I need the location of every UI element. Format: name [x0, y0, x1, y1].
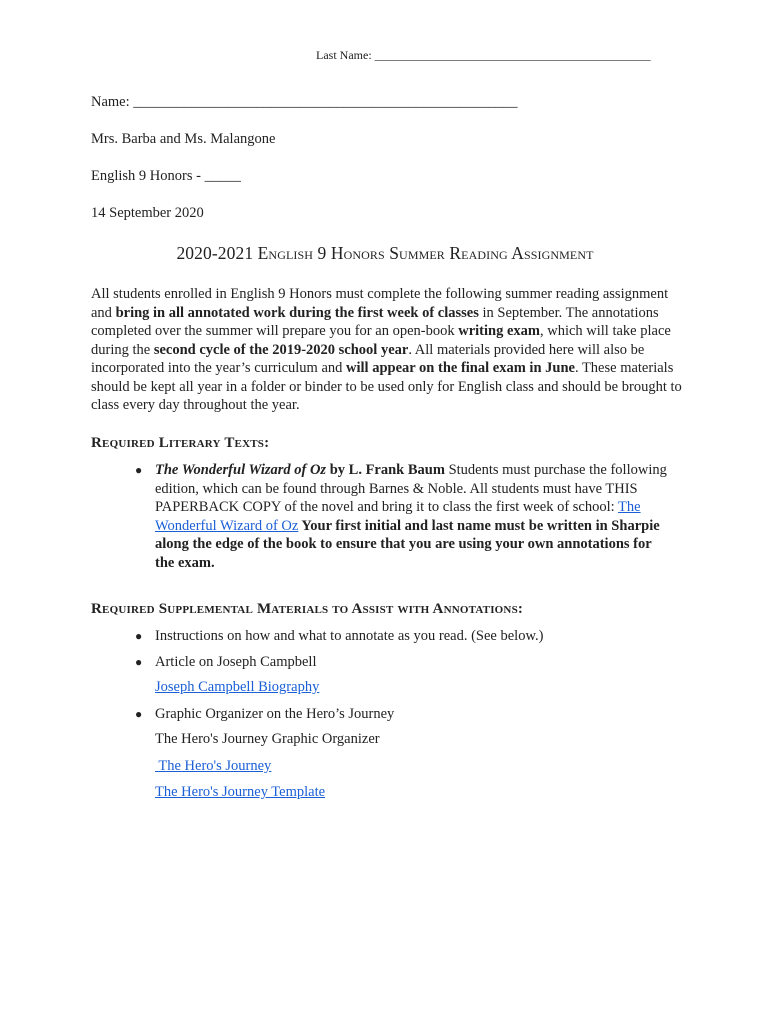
- supplemental-heading: Required Supplemental Materials to Assist with Annotations:: [91, 601, 524, 617]
- book-title: The Wonderful Wizard of Oz: [155, 462, 327, 478]
- intro-text: in September. The annotations completed over the summer will prepare you for an open-book: [91, 304, 659, 339]
- bullet-icon: ●: [135, 629, 143, 643]
- intro-paragraph: [91, 285, 691, 415]
- course-line: English 9 Honors - _____: [91, 168, 241, 184]
- intro-emphasis: will appear on the final exam in June: [346, 360, 575, 376]
- required-book-item: [155, 461, 670, 572]
- supplemental-item-campbell: Article on Joseph Campbell: [155, 654, 317, 670]
- book-author: by L. Frank Baum: [326, 462, 445, 478]
- name-field: Name: _____________________________________________________: [91, 94, 518, 110]
- required-texts-heading: Required Literary Texts:: [91, 435, 270, 451]
- campbell-biography-link[interactable]: Joseph Campbell Biography: [155, 679, 320, 695]
- intro-text: All students enrolled in English 9 Honors must complete the following summer reading assignment and: [91, 286, 669, 321]
- supplemental-item-heros-journey: Graphic Organizer on the Hero’s Journey: [155, 706, 395, 722]
- teachers-line: Mrs. Barba and Ms. Malangone: [91, 131, 276, 147]
- book-note: Students must purchase the following edition, which can be found through Barnes & Noble. All students must have THIS PAPERBACK COPY of the novel and bring it to class the first week of school:: [155, 462, 667, 515]
- book-link[interactable]: The Wonderful Wizard of Oz: [155, 499, 641, 534]
- heros-journey-template-link[interactable]: The Hero's Journey Template: [155, 784, 326, 800]
- bullet-icon: ●: [135, 655, 143, 669]
- bullet-icon: ●: [135, 707, 143, 721]
- intro-text: . All materials provided here will also be incorporated into the year’s curriculum and: [91, 341, 645, 376]
- intro-text: , which will take place during the: [91, 323, 671, 358]
- intro-emphasis: bring in all annotated work during the first week of classes: [115, 304, 479, 321]
- book-instruction: Your first initial and last name must be written in Sharpie along the edge of the book to ensure that you are using your own annotations for the exam.: [155, 517, 660, 571]
- intro-emphasis: writing exam: [458, 323, 540, 339]
- intro-text: . These materials should be kept all year in a folder or binder to be used only for English class and should be brought to class every day throughout the year.: [91, 360, 682, 413]
- heros-journey-link[interactable]: The Hero's Journey: [155, 758, 272, 774]
- last-name-field: Last Name: ______________________________________________: [316, 48, 651, 62]
- date-line: 14 September 2020: [91, 205, 204, 221]
- supplemental-item-instructions: Instructions on how and what to annotate as you read. (See below.): [155, 628, 544, 644]
- graphic-organizer-label: The Hero's Journey Graphic Organizer: [155, 731, 380, 747]
- bullet-icon: ●: [135, 463, 143, 477]
- page-title: 2020-2021 English 9 Honors Summer Reading Assignment: [176, 243, 594, 263]
- intro-emphasis: second cycle of the 2019-2020 school year: [153, 341, 409, 358]
